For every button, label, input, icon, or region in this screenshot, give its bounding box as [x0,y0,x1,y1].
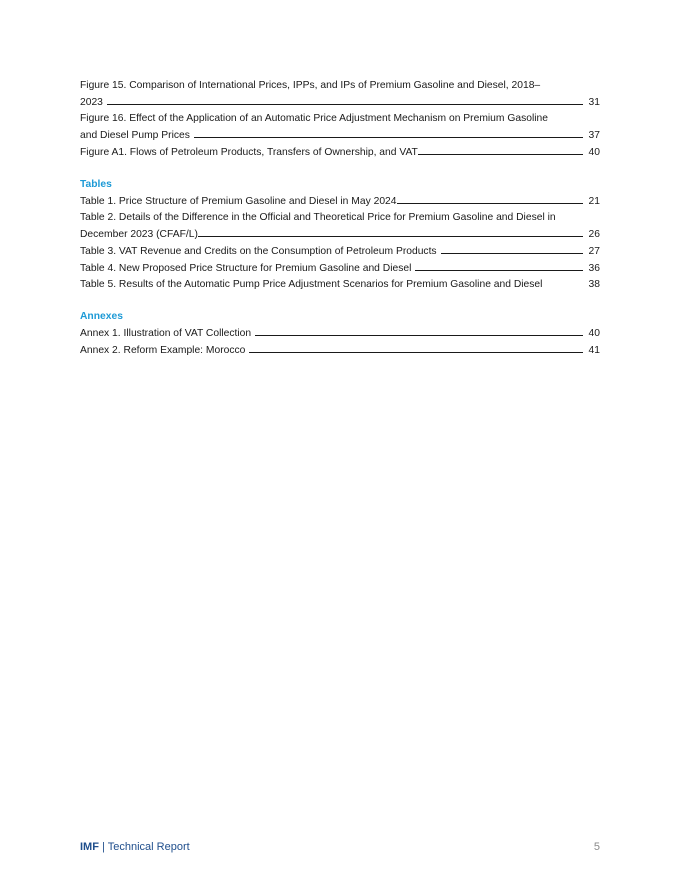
footer-separator: | [102,841,105,853]
dot-leader [249,342,583,353]
footer-brand [80,841,190,853]
toc-page-number: 38 [588,279,600,290]
toc-entry-text: Figure 15. Comparison of International Prices, IPPs, and IPs of Premium Gasoline and Diesel, 2018– [80,80,541,91]
toc-entry-annex-1[interactable] [80,325,600,342]
toc-page-number: 41 [588,345,600,356]
dot-leader [198,226,583,237]
toc-entry-text: Table 1. Price Structure of Premium Gasoline and Diesel in May 2024 [80,196,397,207]
toc-page-number: 21 [588,196,600,207]
toc-entry-text: Table 2. Details of the Difference in the Official and Theoretical Price for Premium Gasoline and Diesel in [80,212,556,223]
toc-entry-table-5[interactable] [80,277,600,293]
toc-entry-text-cont: December 2023 (CFAF/L) [80,229,198,240]
toc-page-number: 40 [588,328,600,339]
report-type: Technical Report [107,841,190,853]
table-of-contents [80,78,600,359]
dot-leader [397,193,584,204]
toc-entry-figure-15[interactable] [80,78,600,111]
toc-page-number: 37 [588,130,600,141]
toc-entry-annex-2[interactable] [80,342,600,359]
toc-page-number: 27 [588,246,600,257]
dot-leader [415,260,583,271]
dot-leader [107,94,583,105]
dot-leader [255,325,583,336]
toc-entry-text-cont: 2023 [80,97,103,108]
page-number: 5 [593,841,600,853]
section-heading-annexes: Annexes [80,311,123,322]
toc-entry-table-1[interactable] [80,193,600,210]
toc-entry-table-4[interactable] [80,260,600,277]
toc-entry-text: Figure 16. Effect of the Application of an Automatic Price Adjustment Mechanism on Premium Gasoline [80,113,548,124]
toc-entry-text: Table 5. Results of the Automatic Pump Price Adjustment Scenarios for Premium Gasoline and Diesel [80,279,543,290]
toc-page-number: 40 [588,147,600,158]
dot-leader [194,127,583,138]
toc-entry-text: Table 4. New Proposed Price Structure for Premium Gasoline and Diesel [80,263,412,274]
toc-page-number: 36 [588,263,600,274]
page-footer [80,841,600,853]
toc-entry-text: Annex 1. Illustration of VAT Collection [80,328,252,339]
imf-logo-text: IMF [80,841,99,853]
dot-leader [418,144,583,155]
toc-entry-table-3[interactable] [80,243,600,260]
toc-page-number: 26 [588,229,600,240]
toc-entry-text: Figure A1. Flows of Petroleum Products, Transfers of Ownership, and VAT [80,147,418,158]
section-heading-tables: Tables [80,179,112,190]
toc-entry-text-cont: and Diesel Pump Prices [80,130,190,141]
toc-entry-text: Annex 2. Reform Example: Morocco [80,345,246,356]
toc-entry-figure-16[interactable] [80,111,600,144]
toc-page-number: 31 [588,97,600,108]
toc-entry-table-2[interactable] [80,210,600,243]
toc-entry-figure-a1[interactable] [80,144,600,161]
toc-entry-text: Table 3. VAT Revenue and Credits on the Consumption of Petroleum Products [80,246,437,257]
dot-leader [441,243,583,254]
